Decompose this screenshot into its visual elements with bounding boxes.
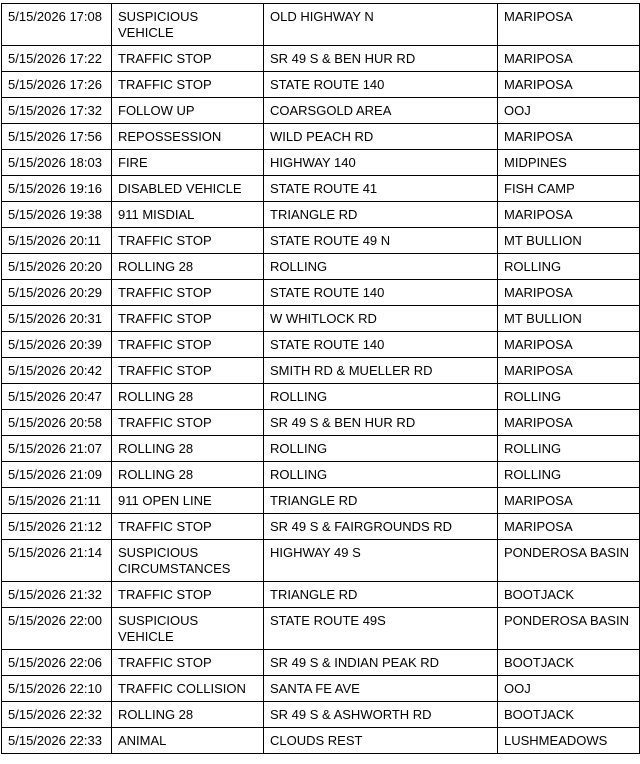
- location-cell: STATE ROUTE 140: [264, 280, 498, 306]
- location-cell: SR 49 S & BEN HUR RD: [264, 410, 498, 436]
- area-cell: ROLLING: [498, 436, 640, 462]
- location-cell: ROLLING: [264, 462, 498, 488]
- location-cell: W WHITLOCK RD: [264, 306, 498, 332]
- datetime-cell: 5/15/2026 20:11: [2, 228, 112, 254]
- call-type-cell: FOLLOW UP: [112, 98, 264, 124]
- table-row: [2, 46, 640, 72]
- area-cell: PONDEROSA BASIN: [498, 540, 640, 582]
- call-type-cell: TRAFFIC COLLISION: [112, 676, 264, 702]
- datetime-cell: 5/15/2026 21:14: [2, 540, 112, 582]
- area-cell: MARIPOSA: [498, 280, 640, 306]
- location-cell: SR 49 S & FAIRGROUNDS RD: [264, 514, 498, 540]
- location-cell: OLD HIGHWAY N: [264, 4, 498, 46]
- call-type-cell: TRAFFIC STOP: [112, 582, 264, 608]
- area-cell: BOOTJACK: [498, 582, 640, 608]
- location-cell: SR 49 S & INDIAN PEAK RD: [264, 650, 498, 676]
- area-cell: ROLLING: [498, 254, 640, 280]
- call-type-cell: ROLLING 28: [112, 702, 264, 728]
- table-row: [2, 462, 640, 488]
- area-cell: ROLLING: [498, 384, 640, 410]
- datetime-cell: 5/15/2026 22:00: [2, 608, 112, 650]
- location-cell: SANTA FE AVE: [264, 676, 498, 702]
- datetime-cell: 5/15/2026 22:06: [2, 650, 112, 676]
- call-type-cell: REPOSSESSION: [112, 124, 264, 150]
- area-cell: MARIPOSA: [498, 4, 640, 46]
- table-row: [2, 280, 640, 306]
- location-cell: CLOUDS REST: [264, 728, 498, 754]
- area-cell: PONDEROSA BASIN: [498, 608, 640, 650]
- location-cell: ROLLING: [264, 254, 498, 280]
- datetime-cell: 5/15/2026 20:39: [2, 332, 112, 358]
- area-cell: MT BULLION: [498, 306, 640, 332]
- call-type-cell: TRAFFIC STOP: [112, 410, 264, 436]
- area-cell: BOOTJACK: [498, 702, 640, 728]
- area-cell: MARIPOSA: [498, 72, 640, 98]
- table-row: [2, 176, 640, 202]
- datetime-cell: 5/15/2026 17:26: [2, 72, 112, 98]
- call-type-cell: TRAFFIC STOP: [112, 514, 264, 540]
- call-type-cell: 911 MISDIAL: [112, 202, 264, 228]
- location-cell: HIGHWAY 49 S: [264, 540, 498, 582]
- datetime-cell: 5/15/2026 20:58: [2, 410, 112, 436]
- table-row: [2, 436, 640, 462]
- table-row: [2, 488, 640, 514]
- datetime-cell: 5/15/2026 18:03: [2, 150, 112, 176]
- location-cell: SR 49 S & BEN HUR RD: [264, 46, 498, 72]
- table-row: [2, 702, 640, 728]
- datetime-cell: 5/15/2026 19:16: [2, 176, 112, 202]
- table-row: [2, 676, 640, 702]
- area-cell: MARIPOSA: [498, 358, 640, 384]
- datetime-cell: 5/15/2026 20:20: [2, 254, 112, 280]
- table-row: [2, 254, 640, 280]
- datetime-cell: 5/15/2026 20:31: [2, 306, 112, 332]
- location-cell: COARSGOLD AREA: [264, 98, 498, 124]
- area-cell: MARIPOSA: [498, 514, 640, 540]
- table-row: [2, 202, 640, 228]
- table-row: [2, 332, 640, 358]
- call-type-cell: TRAFFIC STOP: [112, 650, 264, 676]
- location-cell: STATE ROUTE 49S: [264, 608, 498, 650]
- datetime-cell: 5/15/2026 22:33: [2, 728, 112, 754]
- table-row: [2, 124, 640, 150]
- location-cell: HIGHWAY 140: [264, 150, 498, 176]
- call-type-cell: ROLLING 28: [112, 462, 264, 488]
- area-cell: MARIPOSA: [498, 332, 640, 358]
- call-type-cell: ROLLING 28: [112, 254, 264, 280]
- area-cell: MIDPINES: [498, 150, 640, 176]
- datetime-cell: 5/15/2026 21:07: [2, 436, 112, 462]
- datetime-cell: 5/15/2026 17:22: [2, 46, 112, 72]
- area-cell: FISH CAMP: [498, 176, 640, 202]
- table-row: [2, 150, 640, 176]
- call-log-table: [1, 3, 640, 754]
- table-row: [2, 228, 640, 254]
- call-type-cell: DISABLED VEHICLE: [112, 176, 264, 202]
- table-row: [2, 582, 640, 608]
- location-cell: STATE ROUTE 140: [264, 72, 498, 98]
- area-cell: MARIPOSA: [498, 488, 640, 514]
- location-cell: STATE ROUTE 49 N: [264, 228, 498, 254]
- area-cell: OOJ: [498, 676, 640, 702]
- datetime-cell: 5/15/2026 20:47: [2, 384, 112, 410]
- call-type-cell: TRAFFIC STOP: [112, 306, 264, 332]
- datetime-cell: 5/15/2026 17:56: [2, 124, 112, 150]
- area-cell: MARIPOSA: [498, 124, 640, 150]
- call-type-cell: 911 OPEN LINE: [112, 488, 264, 514]
- area-cell: MARIPOSA: [498, 410, 640, 436]
- call-type-cell: SUSPICIOUS CIRCUMSTANCES: [112, 540, 264, 582]
- call-type-cell: FIRE: [112, 150, 264, 176]
- area-cell: MARIPOSA: [498, 202, 640, 228]
- call-type-cell: TRAFFIC STOP: [112, 280, 264, 306]
- call-type-cell: ROLLING 28: [112, 384, 264, 410]
- table-row: [2, 608, 640, 650]
- datetime-cell: 5/15/2026 21:12: [2, 514, 112, 540]
- call-type-cell: ROLLING 28: [112, 436, 264, 462]
- area-cell: MT BULLION: [498, 228, 640, 254]
- location-cell: ROLLING: [264, 384, 498, 410]
- datetime-cell: 5/15/2026 22:10: [2, 676, 112, 702]
- call-type-cell: TRAFFIC STOP: [112, 332, 264, 358]
- table-row: [2, 728, 640, 754]
- call-type-cell: TRAFFIC STOP: [112, 46, 264, 72]
- table-row: [2, 514, 640, 540]
- area-cell: BOOTJACK: [498, 650, 640, 676]
- location-cell: STATE ROUTE 41: [264, 176, 498, 202]
- datetime-cell: 5/15/2026 17:08: [2, 4, 112, 46]
- call-type-cell: TRAFFIC STOP: [112, 72, 264, 98]
- datetime-cell: 5/15/2026 19:38: [2, 202, 112, 228]
- table-row: [2, 650, 640, 676]
- table-row: [2, 410, 640, 436]
- call-type-cell: SUSPICIOUS VEHICLE: [112, 608, 264, 650]
- location-cell: TRIANGLE RD: [264, 488, 498, 514]
- table-row: [2, 98, 640, 124]
- table-row: [2, 358, 640, 384]
- datetime-cell: 5/15/2026 22:32: [2, 702, 112, 728]
- table-row: [2, 540, 640, 582]
- table-row: [2, 72, 640, 98]
- call-type-cell: TRAFFIC STOP: [112, 358, 264, 384]
- call-type-cell: TRAFFIC STOP: [112, 228, 264, 254]
- datetime-cell: 5/15/2026 17:32: [2, 98, 112, 124]
- datetime-cell: 5/15/2026 21:11: [2, 488, 112, 514]
- call-type-cell: SUSPICIOUS VEHICLE: [112, 4, 264, 46]
- location-cell: WILD PEACH RD: [264, 124, 498, 150]
- location-cell: TRIANGLE RD: [264, 582, 498, 608]
- location-cell: ROLLING: [264, 436, 498, 462]
- location-cell: SR 49 S & ASHWORTH RD: [264, 702, 498, 728]
- table-row: [2, 4, 640, 46]
- datetime-cell: 5/15/2026 21:32: [2, 582, 112, 608]
- table-row: [2, 306, 640, 332]
- datetime-cell: 5/15/2026 21:09: [2, 462, 112, 488]
- location-cell: STATE ROUTE 140: [264, 332, 498, 358]
- location-cell: SMITH RD & MUELLER RD: [264, 358, 498, 384]
- datetime-cell: 5/15/2026 20:42: [2, 358, 112, 384]
- datetime-cell: 5/15/2026 20:29: [2, 280, 112, 306]
- location-cell: TRIANGLE RD: [264, 202, 498, 228]
- area-cell: ROLLING: [498, 462, 640, 488]
- table-row: [2, 384, 640, 410]
- call-log-body: [2, 4, 640, 754]
- area-cell: OOJ: [498, 98, 640, 124]
- call-type-cell: ANIMAL: [112, 728, 264, 754]
- area-cell: MARIPOSA: [498, 46, 640, 72]
- area-cell: LUSHMEADOWS: [498, 728, 640, 754]
